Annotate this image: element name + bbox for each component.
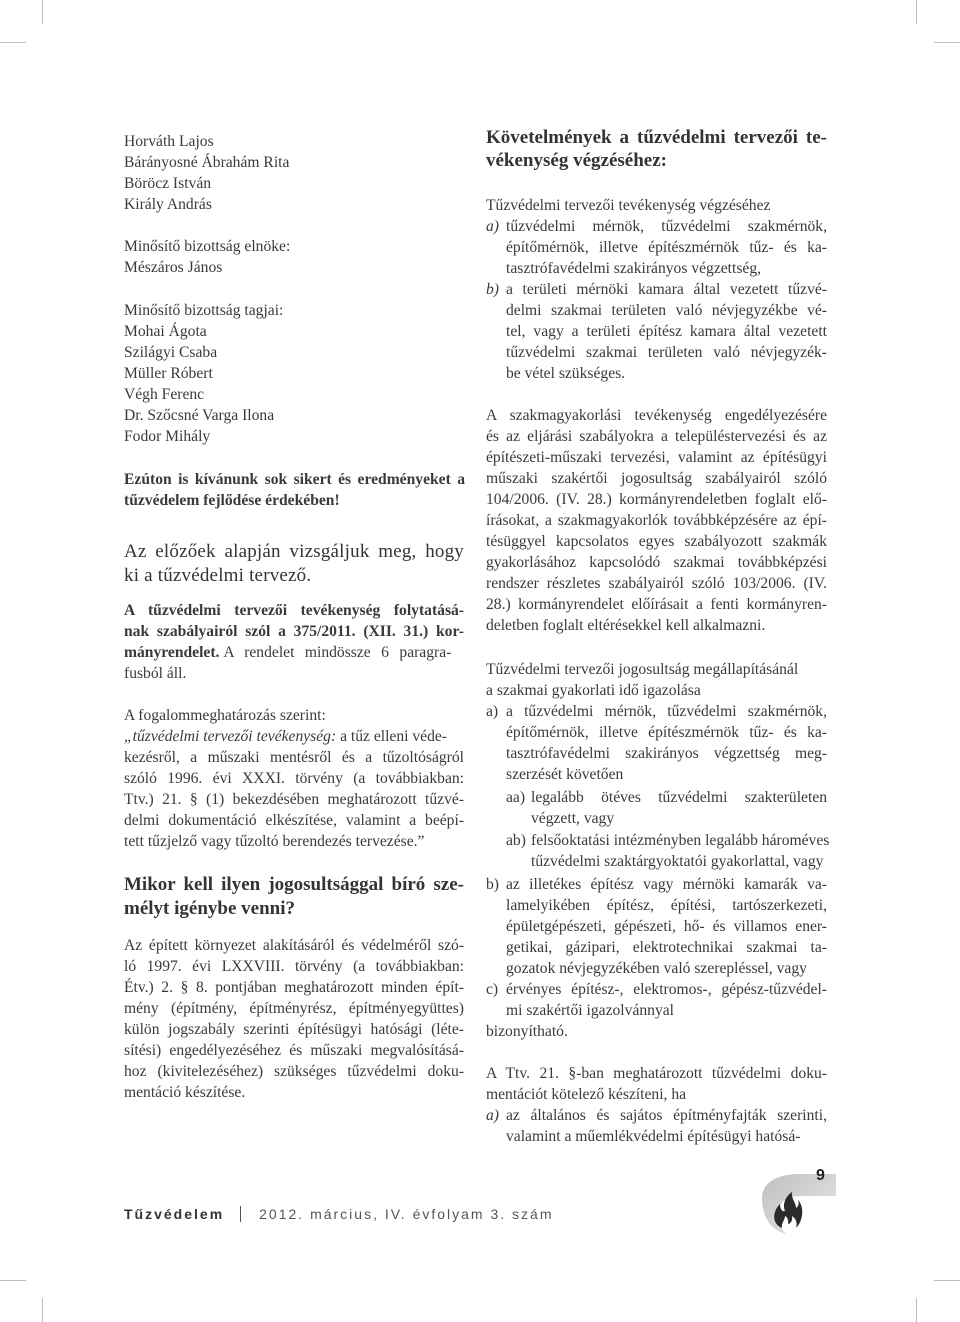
body-text <box>124 727 464 747</box>
section-heading: Követelmények a tűzvédelmi tervezői te- <box>486 127 827 148</box>
body-text: 28.) kormányrendelet előírásait a fenti kormányren- <box>486 596 827 613</box>
body-text: hoz (kivitelezéséhez) szükséges tűzvédelmi doku- <box>124 1063 464 1080</box>
decree-name: mányrendelet. <box>124 644 220 661</box>
footer-divider <box>240 1206 241 1222</box>
body-text: A szakmagyakorlási tevékenység engedélyezésére <box>486 407 827 424</box>
list-label: aa) <box>506 789 526 806</box>
body-text: írásokat, a szakmagyakorlók továbbképzésére az épí- <box>486 512 827 529</box>
body-text: gyakorlásához kapcsolódó szakmai továbbképzési <box>486 554 827 571</box>
crop-mark <box>934 42 960 43</box>
member-name: Végh Ferenc <box>124 386 205 403</box>
list-item: a tűzvédelmi mérnök, tűzvédelmi szakmérnök, <box>506 703 827 720</box>
list-item: építőmérnök, illetve építészmérnök tűz- és ka- <box>506 724 827 741</box>
member-name: Mohai Ágota <box>124 323 207 340</box>
member-name: Müller Róbert <box>124 365 213 382</box>
section-heading: Az előzőek alapján vizsgáljuk meg, hogy <box>124 541 464 562</box>
body-text: építészeti-műszaki tervezési, valamint az építésügyi <box>486 449 827 466</box>
body-text: delmi dokumentáció elkészítése, valamint a beépí- <box>124 812 464 829</box>
list-label: a) <box>486 703 499 720</box>
body-text: Ttv.) 21. § (1) bekezdésében meghatározott tűzvé- <box>124 791 464 808</box>
list-item: tűzvédelmi mérnök, tűzvédelmi szakmérnök, <box>506 218 827 235</box>
committee-name: Böröcz István <box>124 175 212 192</box>
list-label: b) <box>486 876 499 893</box>
member-name: Dr. Szőcsné Varga Ilona <box>124 407 275 424</box>
crop-mark <box>916 0 917 24</box>
body-text: műszaki szakértői jogosultság szabályairól szóló <box>486 470 827 487</box>
list-item: lamelyikében építész, építési, tartószerkezeti, <box>506 897 827 914</box>
body-text: Tűzvédelmi tervezői tevékenység végzéséhez <box>486 197 771 214</box>
list-item: delmi szakmai területen való névjegyzékbe vé- <box>506 302 827 319</box>
list-item: tasztrófavédelmi szakirányos végzettség meg- <box>506 745 827 762</box>
body-text: nak szabályairól szól a 375/2011. (XII. 31.) kor- <box>124 623 464 640</box>
body-text: rendszer részletes szabályairól szóló 103/2006. (IV. <box>486 575 827 592</box>
body-text: Az épített környezet alakításáról és védelméről szó- <box>124 937 464 954</box>
list-item: az általános és sajátos építményfajták szerinti, <box>506 1107 827 1124</box>
list-label: ab) <box>506 832 526 849</box>
body-text: szóló 1996. évi XXXI. törvény (a továbbiakban: <box>124 770 464 787</box>
list-item: szerzését követően <box>506 766 624 783</box>
member-name: Szilágyi Csaba <box>124 344 218 361</box>
list-item: tűzvédelmi szaktárgyoktatói gyakorlattal, vagy <box>531 853 824 870</box>
list-label: a) <box>486 1107 499 1124</box>
body-text: A Ttv. 21. §-ban meghatározott tűzvédelmi doku- <box>486 1065 827 1082</box>
body-text: A fogalommeghatározás szerint: <box>124 707 326 724</box>
page-number: 9 <box>816 1167 825 1184</box>
list-item: valamint a műemlékvédelmi építésügyi hatósá- <box>506 1128 801 1145</box>
member-name: Fodor Mihály <box>124 428 211 445</box>
list-item: mi szakértői igazolvánnyal <box>506 1002 675 1019</box>
committee-name: Király András <box>124 196 212 213</box>
definition-text: a tűz elleni véde- <box>340 728 447 745</box>
list-item: érvényes építész-, elektromos-, gépész-tűzvédel- <box>506 981 827 998</box>
body-text: mentáció készítése. <box>124 1084 246 1101</box>
body-text: 104/2006. (IV. 28.) kormányrendeletben foglalt elő- <box>486 491 827 508</box>
body-text: deletben foglalt eltérésekkel kell alkalmazni. <box>486 617 766 634</box>
definition-term: „tűzvédelmi tervezői tevékenység: <box>124 728 337 745</box>
body-text: ló 1997. évi LXXVIII. törvény (a továbbiakban: <box>124 958 464 975</box>
body-text: Tűzvédelmi tervezői jogosultság megállapításánál <box>486 661 799 678</box>
committee-name: Bárányosné Ábrahám Rita <box>124 154 290 171</box>
chair-label: Minősítő bizottság elnöke: <box>124 238 291 255</box>
section-heading: ki a tűzvédelmi tervező. <box>124 565 312 586</box>
body-text: fusból áll. <box>124 665 187 682</box>
list-item: tasztrófavédelmi szakirányos végzettség, <box>506 260 762 277</box>
page-footer <box>124 1206 554 1222</box>
crop-mark <box>0 1280 26 1281</box>
list-item: felsőoktatási intézményben legalább hároméves <box>531 832 830 849</box>
list-item: gozatok névjegyzékében való szerepléssel, vagy <box>506 960 807 977</box>
section-heading: vékenység végzéséhez: <box>486 150 667 171</box>
list-label: b) <box>486 281 499 298</box>
wish-text: Ezúton is kívánunk sok sikert és eredményeket a <box>124 471 465 488</box>
body-text: kezésről, a műszaki mentésről és a tűzoltóságról <box>124 749 464 766</box>
decree-note: A rendelet mindössze 6 paragra- <box>223 644 452 661</box>
list-item: tűzvédelmi szakmai területen való névjegyzék- <box>506 344 827 361</box>
flame-icon <box>756 1166 838 1236</box>
crop-mark <box>42 0 43 24</box>
body-text: és az eljárási szabályokra a településtervezési és az <box>486 428 827 445</box>
members-label: Minősítő bizottság tagjai: <box>124 302 284 319</box>
body-text: tett tűzjelző vagy tűzoltó berendezés tervezése.” <box>124 833 425 850</box>
list-item: épületgépészeti, gépészeti, hő- és villamos ener- <box>506 918 827 935</box>
magazine-title: Tűzvédelem <box>124 1206 225 1222</box>
body-text: a szakmai gyakorlati idő igazolása <box>486 682 701 699</box>
list-label: a) <box>486 218 499 235</box>
section-heading: mélyt igénybe venni? <box>124 898 295 919</box>
crop-mark <box>916 1298 917 1322</box>
list-item: tel, vagy a területi építész kamara által vezetett <box>506 323 827 340</box>
section-heading: Mikor kell ilyen jogosultsággal bíró sze- <box>124 874 464 895</box>
body-text: bizonyítható. <box>486 1023 568 1040</box>
crop-mark <box>934 1280 960 1281</box>
list-item: az illetékes építész vagy mérnöki kamarák va- <box>506 876 827 893</box>
body-text: külön jogszabály szerinti építésügyi hatósági (léte- <box>124 1021 464 1038</box>
list-item: a területi mérnöki kamara által vezetett tűzvé- <box>506 281 827 298</box>
crop-mark <box>0 42 26 43</box>
list-label: c) <box>486 981 499 998</box>
body-text: sítési) engedélyezéséhez és műszaki megvalósításá- <box>124 1042 464 1059</box>
list-item: getikai, gázipari, elektrotechnikai szakmai ta- <box>506 939 827 956</box>
issue-info: 2012. március, IV. évfolyam 3. szám <box>259 1206 554 1222</box>
body-text: A tűzvédelmi tervezői tevékenység folytatásá- <box>124 602 464 619</box>
body-text: mény (építmény, építményrész, építményegyüttes) <box>124 1000 464 1017</box>
list-item: legalább ötéves tűzvédelmi szakterületen <box>531 789 827 806</box>
body-text: tésüggyel kapcsolatos egyes szabályozott szakmák <box>486 533 827 550</box>
list-item: be vétel szükséges. <box>506 365 626 382</box>
list-item: építőmérnök, illetve építészmérnök tűz- és ka- <box>506 239 827 256</box>
wish-text: tűzvédelem fejlődése érdekében! <box>124 492 340 509</box>
chair-name: Mészáros János <box>124 259 223 276</box>
body-text: Étv.) 2. § 8. pontjában meghatározott minden épít- <box>124 979 464 996</box>
committee-name: Horváth Lajos <box>124 133 214 150</box>
body-text <box>124 643 464 663</box>
body-text: mentációt kötelező készíteni, ha <box>486 1086 687 1103</box>
crop-mark <box>42 1298 43 1322</box>
list-item: végzett, vagy <box>531 810 615 827</box>
